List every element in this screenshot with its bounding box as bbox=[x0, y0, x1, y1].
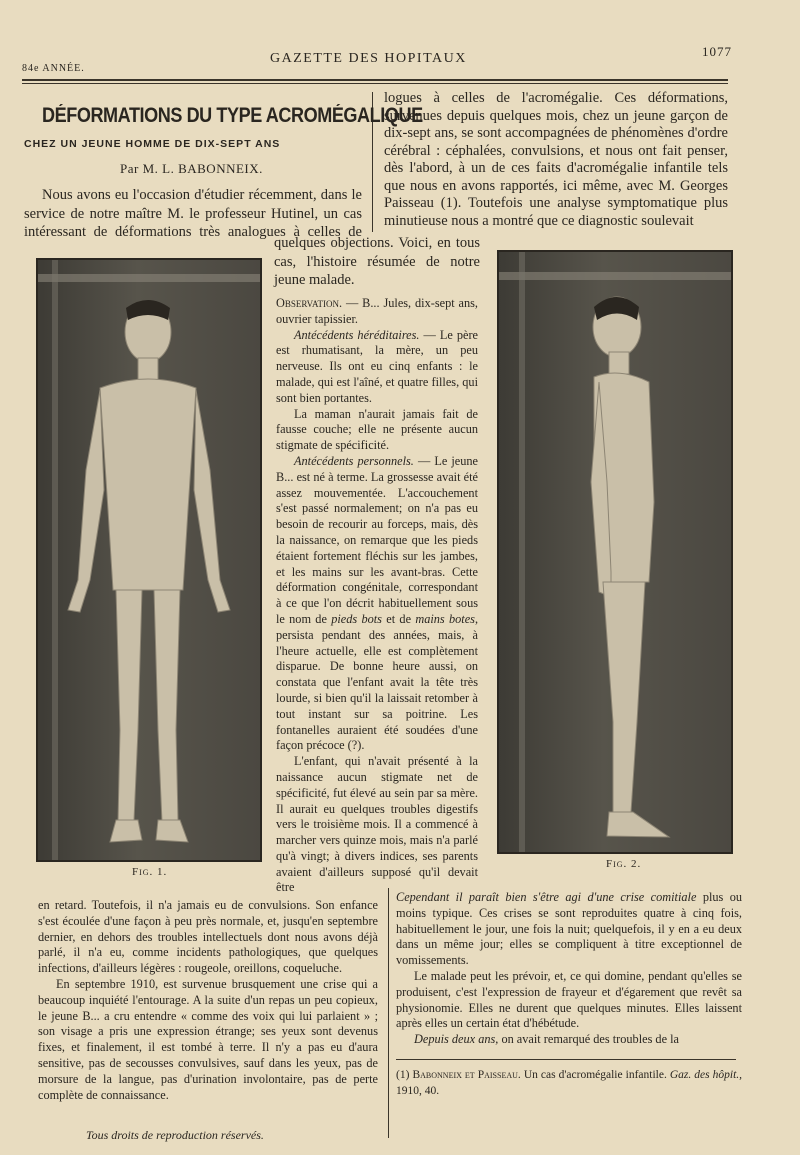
bottom-column-divider bbox=[388, 888, 389, 1138]
footer-rights: Tous droits de reproduction réservés. bbox=[86, 1128, 264, 1142]
header-rule-thick bbox=[22, 79, 728, 81]
figure-1-photo bbox=[36, 258, 262, 862]
personal-text-b: , persista pendant des années, mais, à l'heure actuelle, elle est complètement disparue. De bonne heure aussi, on constata que l'enfant avait la tête très lourde, si bien qu'il la laissait retomber à tout instant sur sa poitrine. Les fontanelles auraient été soudées d'une façon précoce (?). bbox=[276, 611, 479, 753]
page-number: 1077 bbox=[702, 44, 732, 59]
footnote-authors: Babonneix et Paisseau. bbox=[412, 1069, 521, 1081]
hereditary-heading: Antécédents héréditaires. bbox=[294, 327, 420, 342]
bottom-right-column bbox=[396, 890, 742, 1048]
observation-column bbox=[276, 296, 478, 896]
bottom-right-p1: plus ou moins typique. Ces crises se sont reproduites quatre à cinq fois, habituellement le jour, une fois la nuit; quelquefois, il y en a eu deux dans un même jour; elles se compliquent à titre exceptionnel de vomissements. bbox=[396, 890, 742, 968]
pieds-bots: pieds bots bbox=[331, 611, 382, 626]
figure-1-caption: Fig. 1. bbox=[132, 866, 168, 878]
observation-label: Observation. bbox=[276, 296, 343, 310]
personal-text-a: — Le jeune B... est né à terme. La grossesse avait été assez mouvementée. L'accouchement s'est passé normalement; on n'a pas eu besoin de recourir au forceps, mais, dès la naissance, on remarque que les pieds étaient fortement fléchis sur les jambes, et les mains sur les avant-bras. Cette déformation congénitale, correspondant à ce que l'on décrit habituellement sous le nom de bbox=[276, 453, 479, 626]
footnote-year: 1910, 40. bbox=[396, 1084, 440, 1097]
footnote bbox=[396, 1068, 742, 1100]
mains-botes: mains botes bbox=[415, 611, 475, 626]
figure-2-caption: Fig. 2. bbox=[606, 858, 642, 870]
bottom-right-p2: Le malade peut les prévoir, et, ce qui domine, pendant qu'elles se produisent, c'est l'expression de frayeur et d'égarement que revêt sa physionomie. Elles ne durent que quelques minutes. Elles laissent après elles un certain état d'hébétude. bbox=[396, 968, 742, 1031]
observation-intro: — B... Jules, dix-sept ans, ouvrier tapissier. bbox=[276, 296, 478, 326]
footnote-number: (1) bbox=[396, 1069, 410, 1081]
bottom-right-italic-2: Depuis deux ans, bbox=[414, 1032, 499, 1047]
figure-2-photo bbox=[497, 250, 733, 854]
intro-end-text: quelques objections. Voici, en tous cas, l'histoire résumée de notre jeune malade. bbox=[274, 235, 480, 288]
edition-label: 84e ANNÉE. bbox=[22, 63, 85, 74]
footnote-text: Un cas d'acromégalie infantile. bbox=[523, 1069, 667, 1081]
intro-text: Nous avons eu l'occasion d'étudier récemment, dans le service de notre maître M. le professeur Hutinel, un cas intéressant de déformations très analogues à celles de bbox=[24, 187, 362, 240]
childhood-text: L'enfant, qui n'avait présenté à la naissance aucun stigmate net de spécificité, fut élevé au sein par sa mère. Il aurait eu quelques troubles digestifs vers le troisième mois. Il a commencé à marcher vers quinze mois, mais n'a parlé qu'à vingt; à divers indices, ses parents avaient d'ailleurs supposé qu'il devait être bbox=[276, 754, 478, 895]
bottom-right-p3: on avait remarqué des troubles de la bbox=[501, 1032, 679, 1047]
bottom-left-column bbox=[38, 898, 378, 1103]
intro-paragraph-end bbox=[274, 234, 480, 290]
journal-title: GAZETTE DES HOPITAUX bbox=[270, 51, 467, 66]
et-de: et de bbox=[386, 611, 412, 626]
bottom-right-italic: Cependant il paraît bien s'être agi d'une crise comitiale bbox=[396, 890, 697, 904]
personal-heading: Antécédents personnels. bbox=[294, 453, 414, 468]
intro-paragraph-right bbox=[384, 90, 728, 230]
article-subtitle: CHEZ UN JEUNE HOMME DE DIX-SEPT ANS bbox=[24, 138, 281, 150]
article-author: Par M. L. BABONNEIX. bbox=[120, 161, 263, 176]
hereditary-text: — Le père est rhumatisant, la mère, un peu nerveuse. Ils ont eu cinq enfants : le malade, qui est l'aîné, et quatre filles, qui sont bien portantes. bbox=[276, 327, 478, 405]
intro-continued: logues à celles de l'acromégalie. Ces déformations, survenues depuis quelques mois, chez un jeune garçon de dix-sept ans, se sont accompagnées de phénomènes d'ordre cérébral : céphalées, convulsions, et nous ont fait penser, dès l'abord, à un de ces faits d'acromégalie infantile tels que nous en avons rapportés, ici même, avec M. Georges Paisseau (1). Toutefois une analyse symptomatique plus minutieuse nous a montré que ce diagnostic soulevait bbox=[384, 90, 728, 229]
bottom-left-p2: En septembre 1910, est survenue brusquement une crise qui a beaucoup inquiété l'entourage. A la suite d'un repas un peu copieux, le jeune B... a cru entendre « comme des voix qui lui parlaient » ; son visage a pris une expression étrange; ses yeux sont devenus fixes, et finalement, il est tombé à terre. Il n'y a pas eu d'aura sensitive, pas de secousses convulsives, sauf dans les yeux, pas de morsure de la langue, pas d'urination involontaire, pas de perte complète de connaissance. bbox=[38, 976, 378, 1102]
article-title: DÉFORMATIONS DU TYPE ACROMÉGALIQUE bbox=[42, 104, 423, 127]
footnote-source: Gaz. des hôpit., bbox=[669, 1069, 743, 1081]
header-rule-thin bbox=[22, 83, 728, 84]
bottom-left-p1: en retard. Toutefois, il n'a jamais eu de convulsions. Son enfance s'est écoulée d'une façon à peu près normale, et, jusqu'en septembre dernier, en dehors des troubles intellectuels dont nous avons déjà parlé, il n'a eu, comme incidents pathologiques, que quelques infections, d'ailleurs légères : rougeole, oreillons, coqueluche. bbox=[38, 898, 378, 976]
mother-text: La maman n'aurait jamais fait de fausse couche; elle ne présente aucun stigmate de spécificité. bbox=[276, 406, 478, 453]
footnote-rule bbox=[396, 1059, 736, 1060]
